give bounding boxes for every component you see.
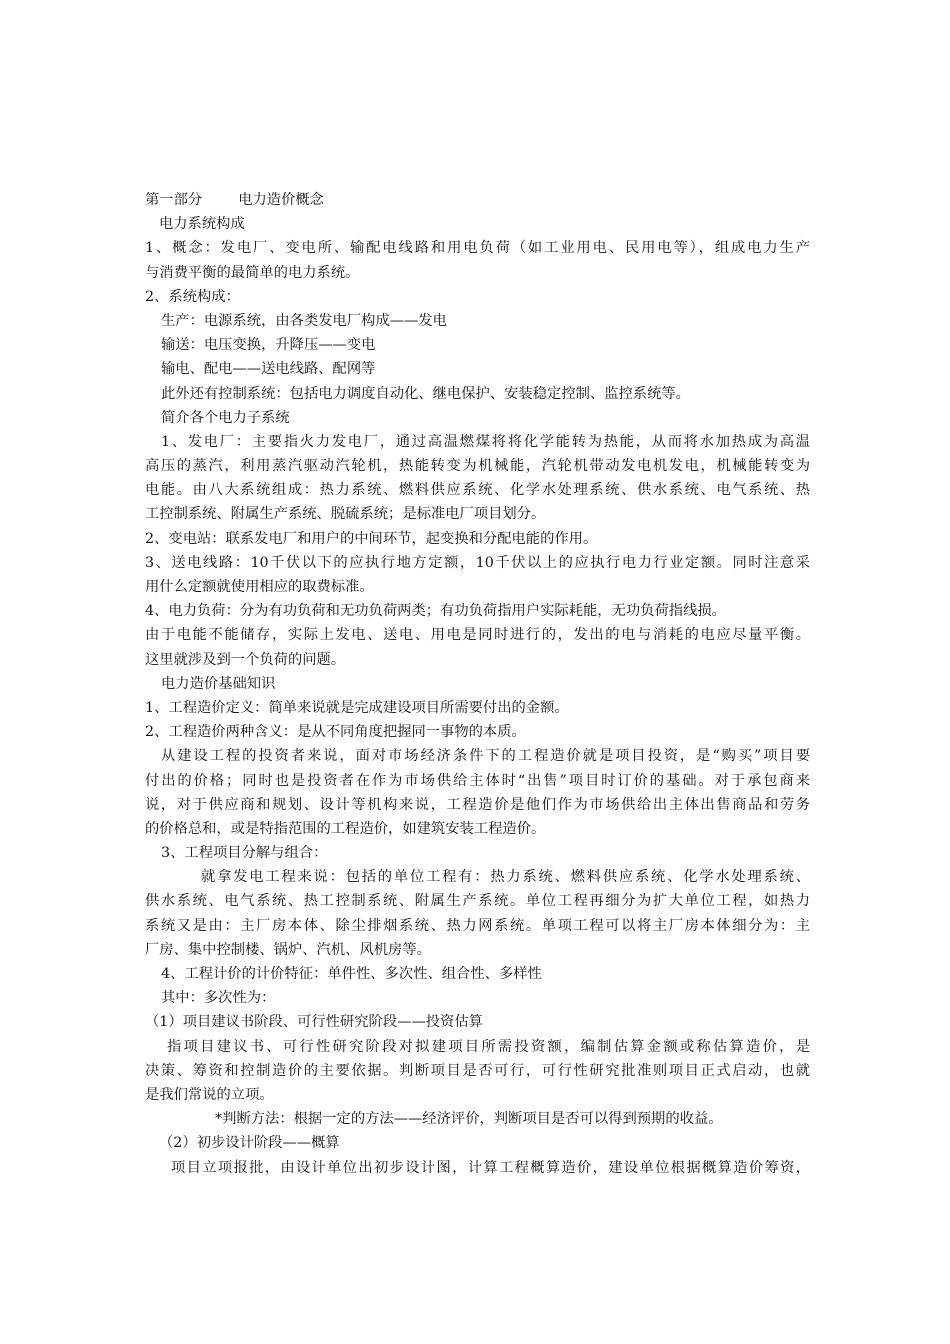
paragraph-line: 高压的蒸汽，利用蒸汽驱动汽轮机，热能转变为机械能，汽轮机带动发电机发电，机械能转变为 [145, 458, 810, 475]
subsection-heading: 电力系统构成 [159, 216, 245, 233]
paragraph-line: 其中：多次性为： [161, 990, 276, 1007]
paragraph-line: 系统又是由：主厂房本体、除尘排烟系统、热力网系统。单项工程可以将主厂房本体细分为：主 [145, 917, 810, 934]
paragraph-line: 4、工程计价的计价特征：单件性、多次性、组合性、多样性 [161, 966, 542, 982]
paragraph-line: 用什么定额就使用相应的取费标准。 [145, 579, 374, 595]
section-number: 第一部分 [145, 192, 203, 208]
paragraph-line: 从建设工程的投资者来说，面对市场经济条件下的工程造价就是项目投资，是“购买”项目要 [161, 748, 810, 765]
paragraph-line: 付出的价格；同时也是投资者在作为市场供给主体时“出售”项目时订价的基础。对于承包商来 [145, 772, 810, 789]
paragraph-line: （1）项目建议书阶段、可行性研究阶段——投资估算 [145, 1014, 483, 1031]
paragraph-line: 这里就涉及到一个负荷的问题。 [145, 651, 346, 668]
paragraph-line: 3、送电线路：10千伏以下的应执行地方定额，10千伏以上的应执行电力行业定额。同时注意采 [145, 554, 810, 571]
paragraph-line: 生产：电源系统，由各类发电厂构成——发电 [161, 312, 447, 329]
paragraph-line: 2、系统构成： [145, 288, 240, 305]
document-body [145, 188, 810, 1180]
section-title: 电力造价概念 [238, 192, 324, 208]
paragraph-line: 说，对于供应商和规划、设计等机构来说，工程造价是他们作为市场供给出主体出售商品和劳务 [145, 796, 810, 813]
paragraph-line: 输电、配电——送电线路、配网等 [161, 361, 376, 378]
paragraph-line: 3、工程项目分解与组合： [161, 845, 328, 862]
paragraph-line: 2、变电站：联系发电厂和用户的中间环节，起变换和分配电能的作用。 [145, 530, 598, 547]
paragraph-line: 1、发电厂：主要指火力发电厂，通过高温燃煤将将化学能转为热能，从而将水加热成为高温 [161, 433, 810, 450]
paragraph-line: 1、工程造价定义：简单来说就是完成建设项目所需要付出的金额。 [145, 699, 569, 716]
paragraph-line: 决策、筹资和控制造价的主要依据。判断项目是否可行，可行性研究批准则项目正式启动，也就 [145, 1062, 810, 1079]
paragraph-line: 2、工程造价两种含义：是从不同角度把握同一事物的本质。 [145, 724, 526, 741]
paragraph-line: 此外还有控制系统：包括电力调度自动化、继电保护、安装稳定控制、监控系统等。 [161, 385, 690, 402]
paragraph-line: 电能。由八大系统组成：热力系统、燃料供应系统、化学水处理系统、供水系统、电气系统、热 [145, 482, 810, 499]
paragraph-line: 1、概念：发电厂、变电所、输配电线路和用电负荷（如工业用电、民用电等），组成电力生产 [145, 240, 810, 257]
section-heading [145, 188, 810, 212]
paragraph-line: 输送：电压变换，升降压——变电 [161, 337, 376, 354]
paragraph-line: 由于电能不能储存，实际上发电、送电、用电是同时进行的，发出的电与消耗的电应尽量平衡。 [145, 627, 810, 644]
paragraph-line: 指项目建议书、可行性研究阶段对拟建项目所需投资额，编制估算金额或称估算造价，是 [167, 1038, 810, 1055]
paragraph-line: 供水系统、电气系统、热工控制系统、附属生产系统。单位工程再细分为扩大单位工程，如热力 [145, 893, 810, 910]
paragraph-line: 的价格总和，或是特指范围的工程造价，如建筑安装工程造价。 [145, 820, 546, 837]
paragraph-line: 就拿发电工程来说：包括的单位工程有：热力系统、燃料供应系统、化学水处理系统、 [201, 869, 810, 886]
paragraph-line: 工控制系统、附属生产系统、脱硫系统；是标准电厂项目划分。 [145, 506, 546, 523]
paragraph-line: 项目立项报批，由设计单位出初步设计图，计算工程概算造价，建设单位根据概算造价筹资， [171, 1159, 810, 1176]
paragraph-line: 4、电力负荷：分为有功负荷和无功负荷两类；有功负荷指用户实际耗能，无功负荷指线损。 [145, 603, 726, 620]
paragraph-line: 与消费平衡的最简单的电力系统。 [145, 264, 360, 281]
subsection-heading: 电力造价基础知识 [161, 675, 276, 692]
paragraph-line: *判断方法：根据一定的方法——经济评价，判断项目是否可以得到预期的收益。 [215, 1111, 723, 1128]
paragraph-line: 是我们常说的立项。 [145, 1086, 274, 1103]
paragraph-line: 厂房、集中控制楼、锅炉、汽机、风机房等。 [145, 941, 431, 958]
subsection-heading: 简介各个电力子系统 [161, 409, 290, 426]
paragraph-line: （2）初步设计阶段——概算 [159, 1135, 340, 1152]
